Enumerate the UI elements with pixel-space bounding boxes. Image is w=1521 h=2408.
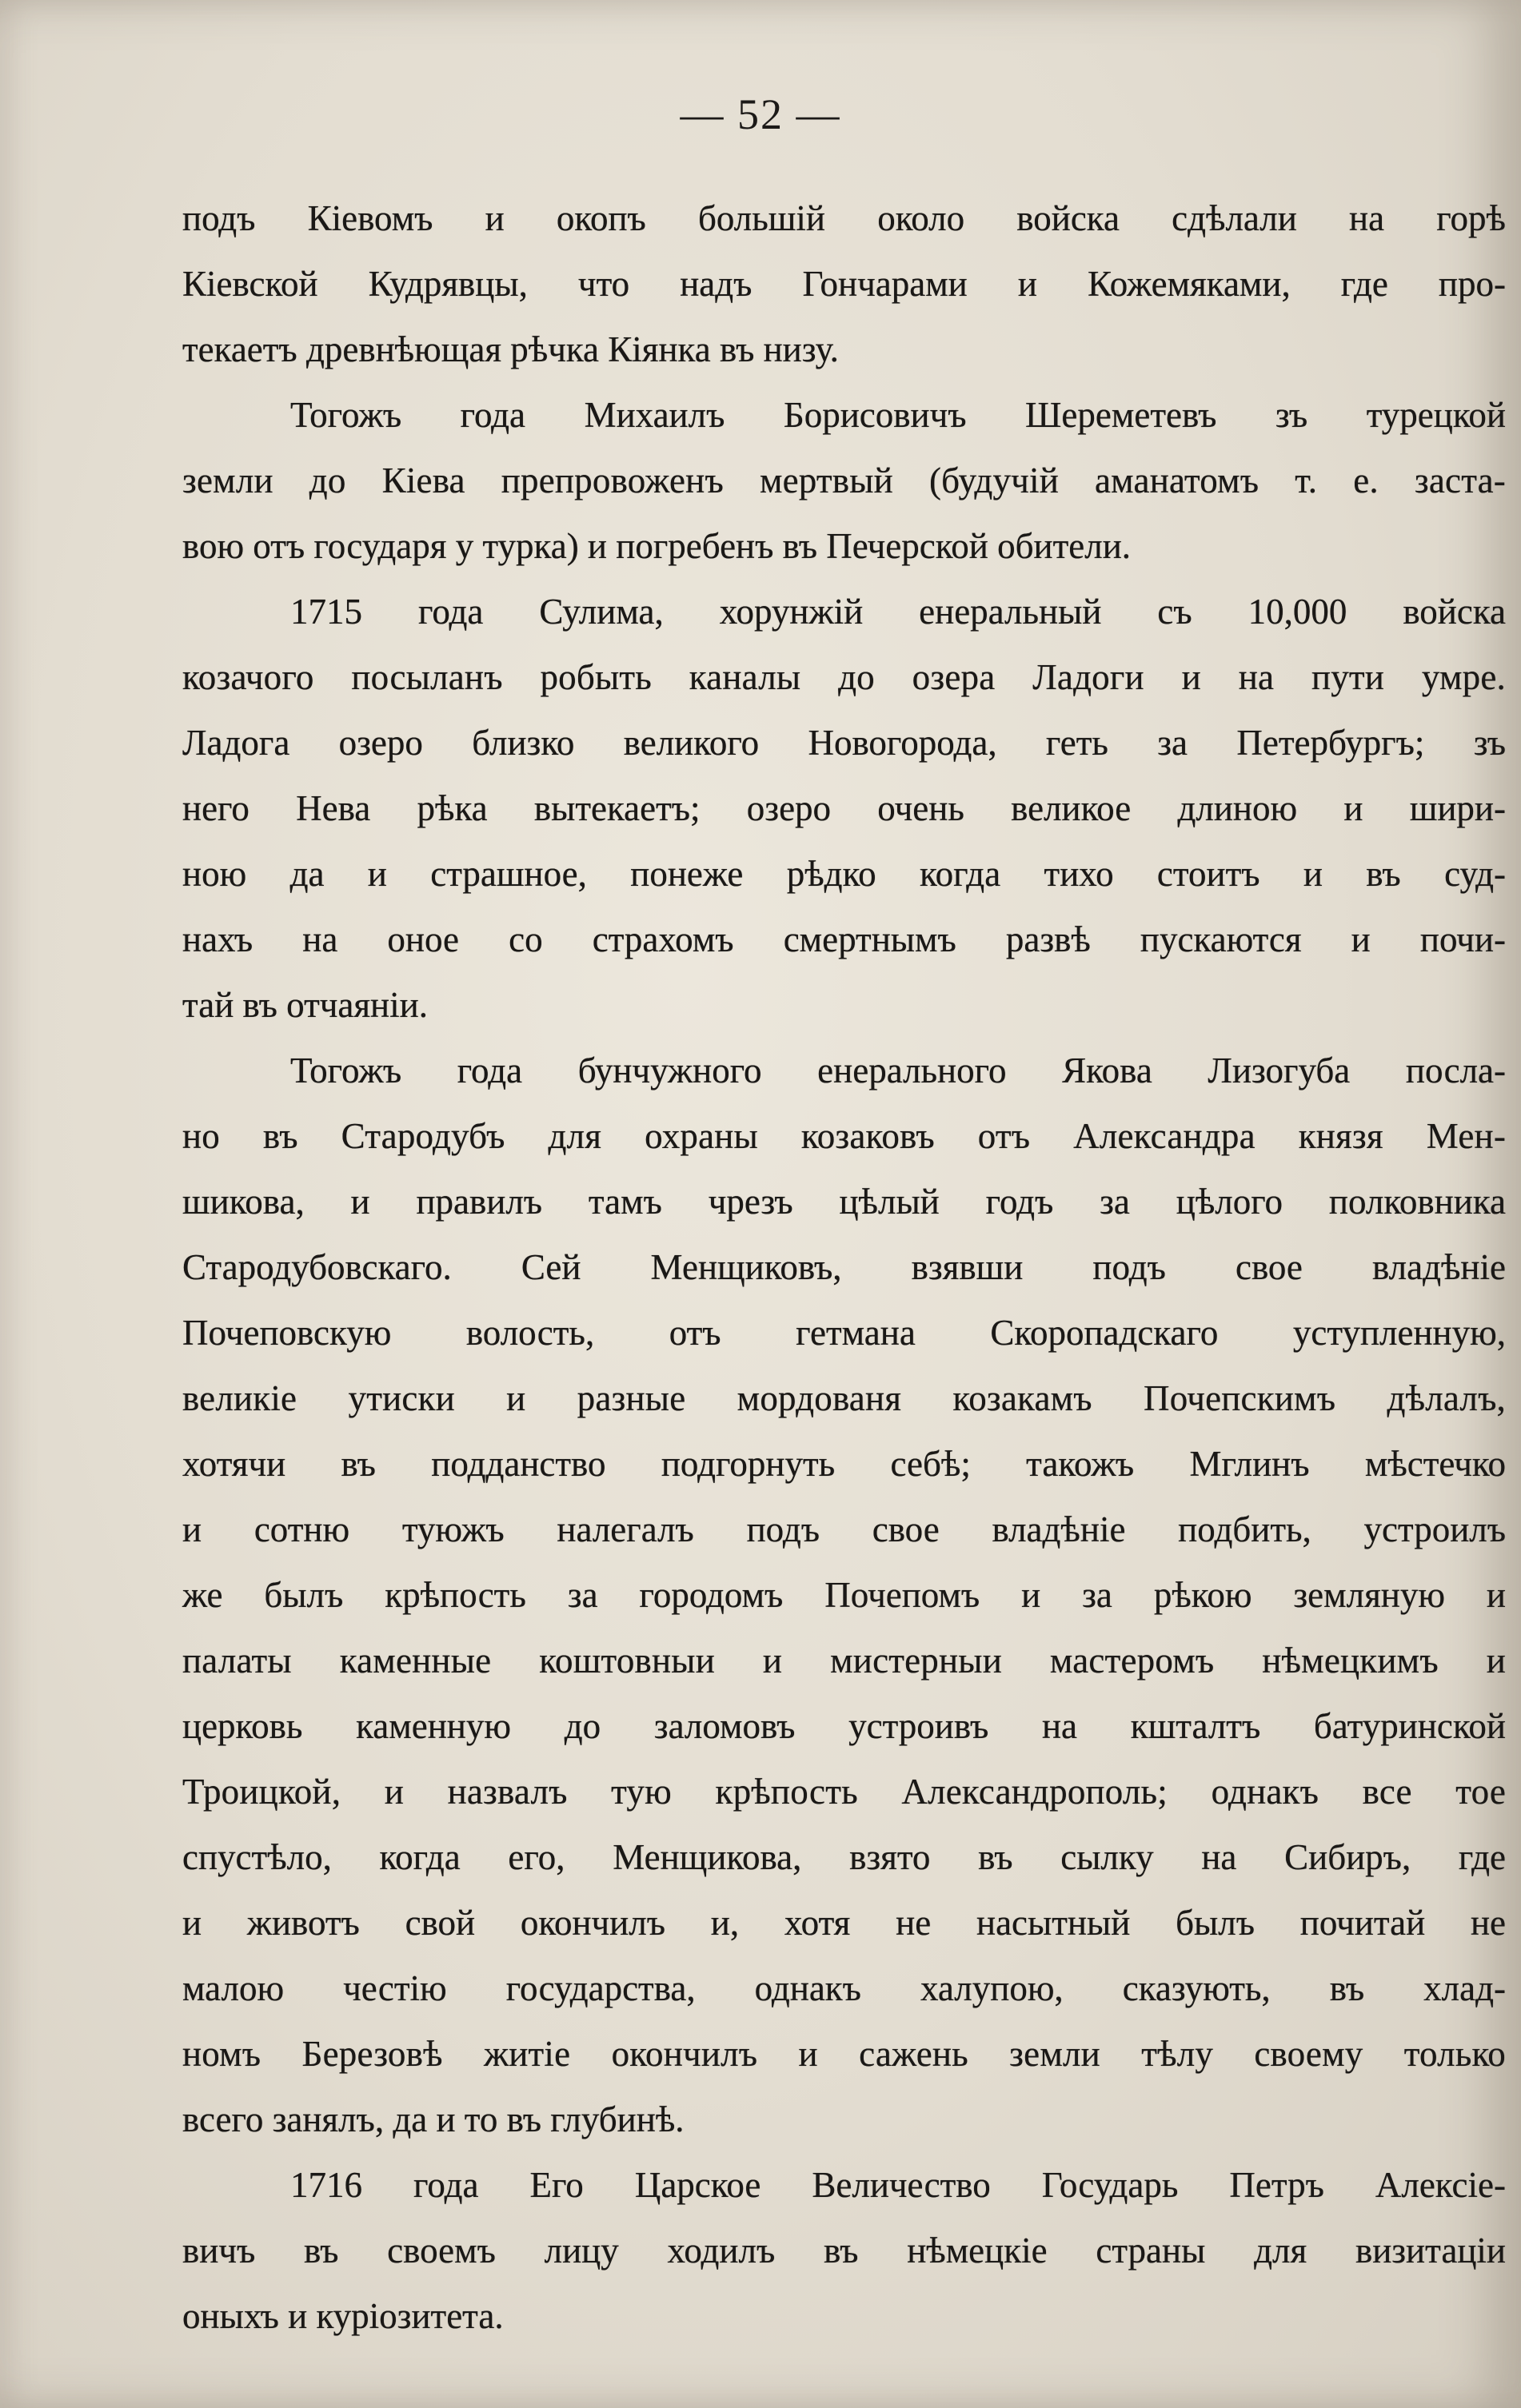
text-line: тай въ отчаяніи. (182, 985, 428, 1025)
text-line: 1716 года Его Царское Величество Государь Петръ Алексіе- (290, 2165, 1506, 2205)
body-text (182, 185, 1506, 2349)
text-line: вою отъ государя у турка) и погребенъ въ Печерской обители. (182, 526, 1132, 566)
text-line: всего занялъ, да и то въ глубинѣ. (182, 2099, 685, 2139)
text-line: нахъ на оное со страхомъ смертнымъ развѣ пускаются и почи- (182, 919, 1506, 959)
text-line: спустѣло, когда его, Менщикова, взято въ сылку на Сибиръ, где (182, 1837, 1506, 1877)
text-line: 1715 года Сулима, хорунжій енеральный съ 10,000 войска (290, 592, 1506, 632)
text-line: оныхъ и куріозитета. (182, 2296, 504, 2336)
text-line: Кіевской Кудрявцы, что надъ Гончарами и Кожемяками, где про- (182, 264, 1506, 304)
text-line: земли до Кіева препровоженъ мертвый (будучій аманатомъ т. е. заста- (182, 460, 1506, 500)
text-line: хотячи въ подданство подгорнуть себѣ; такожъ Мглинъ мѣстечко (182, 1444, 1506, 1484)
text-line: вичъ въ своемъ лицу ходилъ въ нѣмецкіе страны для визитаціи (182, 2231, 1506, 2270)
text-line: номъ Березовѣ житіе окончилъ и сажень земли тѣлу своему только (182, 2034, 1506, 2074)
text-line: Почеповскую волость, отъ гетмана Скоропадскаго уступленную, (182, 1313, 1506, 1353)
text-line: и сотню туюжъ налегалъ подъ свое владѣніе подбить, устроилъ (182, 1509, 1506, 1549)
text-line: шикова, и правилъ тамъ чрезъ цѣлый годъ за цѣлого полковника (182, 1182, 1506, 1222)
text-line: Троицкой, и назвалъ тую крѣпость Александрополь; однакъ все тое (182, 1772, 1506, 1812)
text-line: Ладога озеро близко великого Новогорода, геть за Петербургъ; зъ (182, 723, 1506, 763)
text-line: него Нева рѣка вытекаетъ; озеро очень великое длиною и шири- (182, 788, 1506, 828)
text-line: козачого посыланъ робыть каналы до озера Ладоги и на пути умре. (182, 657, 1506, 697)
page-number: — 52 — (680, 90, 841, 138)
text-line: подъ Кіевомъ и окопъ большій около войска сдѣлали на горѣ (182, 198, 1506, 238)
text-line: великіе утиски и разные мордованя козакамъ Почепскимъ дѣлалъ, (182, 1378, 1506, 1418)
text-line: текаетъ древнѣющая рѣчка Кіянка въ низу. (182, 329, 839, 369)
text-line: палаты каменные коштовныи и мистерныи мастеромъ нѣмецкимъ и (182, 1641, 1506, 1680)
text-line: же былъ крѣпость за городомъ Почепомъ и за рѣкою земляную и (182, 1575, 1506, 1615)
text-line: малою честію государства, однакъ халупою, сказують, въ хлад- (182, 1968, 1506, 2008)
text-line: Стародубовскаго. Сей Менщиковъ, взявши подъ свое владѣніе (182, 1247, 1506, 1287)
text-line: и животъ свой окончилъ и, хотя не насытный былъ почитай не (182, 1903, 1506, 1943)
text-line: но въ Стародубъ для охраны козаковъ отъ Александра князя Мен- (182, 1116, 1506, 1156)
text-line: церковь каменную до заломовъ устроивъ на кшталтъ батуринской (182, 1706, 1506, 1746)
text-line: Тогожъ года бунчужного енерального Якова Лизогуба посла- (290, 1051, 1506, 1090)
text-line: ною да и страшное, понеже рѣдко когда тихо стоитъ и въ суд- (182, 854, 1506, 894)
text-line: Тогожъ года Михаилъ Борисовичъ Шереметевъ зъ турецкой (290, 395, 1506, 435)
